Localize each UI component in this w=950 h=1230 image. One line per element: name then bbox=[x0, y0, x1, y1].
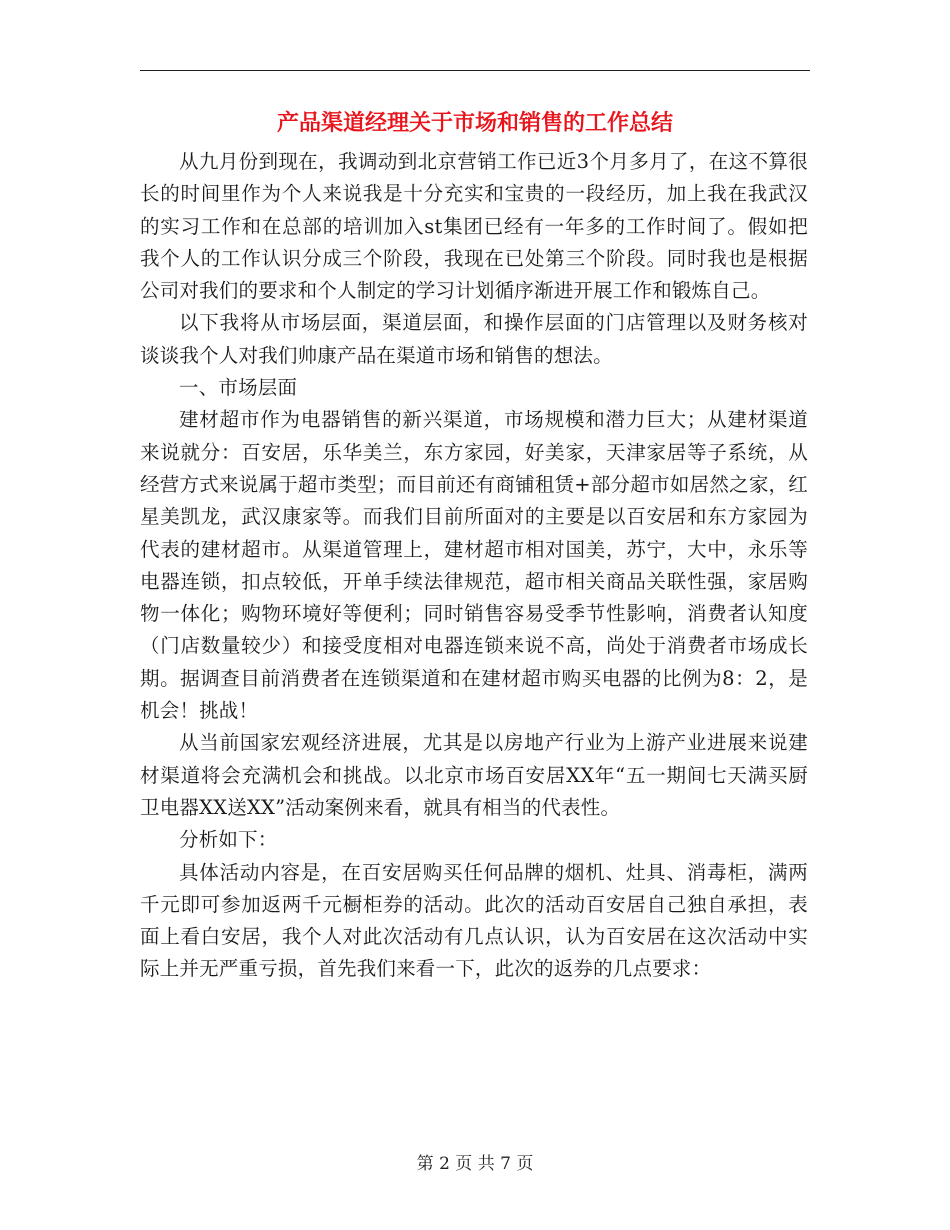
paragraph-activity: 具体活动内容是，在百安居购买任何品牌的烟机、灶具、消毒柜，满两千元即可参加返两千元橱柜券的活动。此次的活动百安居自己独自承担，表面上看白安居，我个人对此次活动有几点认识，认为百安居在这次活动中实际上并无严重亏损，首先我们来看一下，此次的返券的几点要求： bbox=[140, 860, 808, 981]
paragraph-market: 建材超市作为电器销售的新兴渠道，市场规模和潜力巨大；从建材渠道来说就分：百安居，乐华美兰，东方家园，好美家，天津家居等子系统，从经营方式来说属于超市类型；而目前还有商铺租赁+部分超市如居然之家，红星美凯龙，武汉康家等。而我们目前所面对的主要是以百安居和东方家园为代表的建材超市。从渠道管理上，建材超市相对国美，苏宁，大中，永乐等电器连锁，扣点较低，开单手续法律规范，超市相关商品关联性强，家居购物一体化；购物环境好等便利；同时销售容易受季节性影响，消费者认知度（门店数量较少）和接受度相对电器连锁来说不高，尚处于消费者市场成长期。据调查目前消费者在连锁渠道和在建材超市购买电器的比例为8：2，是机会！挑战！ bbox=[140, 408, 808, 723]
section-heading-market: 一、市场层面 bbox=[179, 376, 298, 400]
paragraph-macro: 从当前国家宏观经济进展，尤其是以房地产行业为上游产业进展来说建材渠道将会充满机会和挑战。以北京市场百安居XX年“五一期间七天满买厨卫电器XX送XX”活动案例来看，就具有相当的代表性。 bbox=[140, 731, 808, 819]
paragraph-intro: 从九月份到现在，我调动到北京营销工作已近3个月多月了，在这不算很长的时间里作为个人来说我是十分充实和宝贵的一段经历，加上我在我武汉的实习工作和在总部的培训加入st集团已经有一年多的工作时间了。假如把我个人的工作认识分成三个阶段，我现在已处第三个阶段。同时我也是根据公司对我们的要求和个人制定的学习计划循序渐进开展工作和锻炼自己。 bbox=[140, 150, 808, 303]
paragraph-overview: 以下我将从市场层面，渠道层面，和操作层面的门店管理以及财务核对谈谈我个人对我们帅康产品在渠道市场和销售的想法。 bbox=[140, 311, 808, 367]
header-rule bbox=[140, 70, 810, 71]
paragraph-analysis-label: 分析如下： bbox=[179, 828, 278, 852]
page-number: 第 2 页 共 7 页 bbox=[416, 1154, 534, 1174]
document-title: 产品渠道经理关于市场和销售的工作总结 bbox=[276, 111, 673, 136]
document-body bbox=[140, 146, 808, 986]
